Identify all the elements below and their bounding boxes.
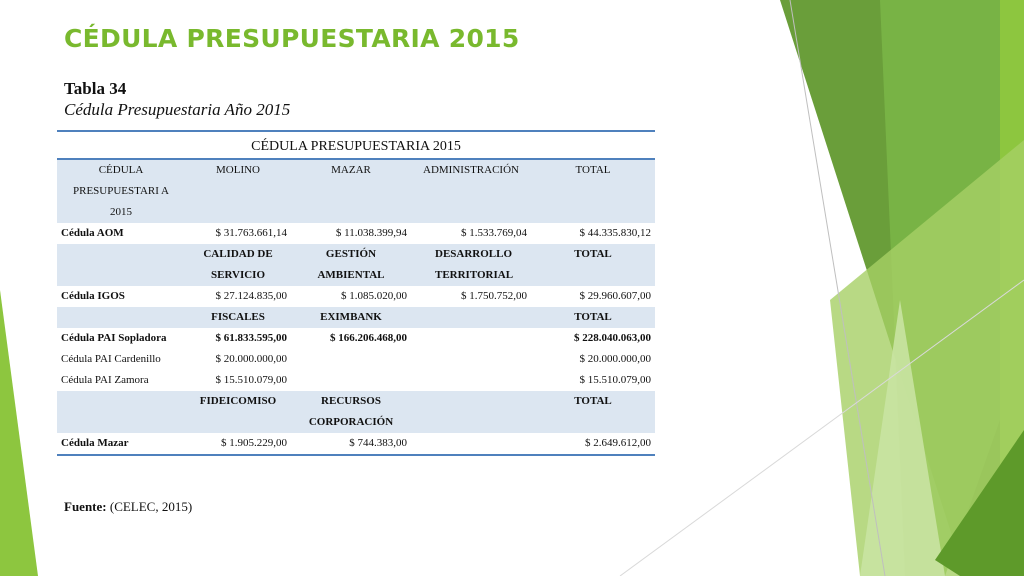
- table-cell: $ 1.085.020,00: [341, 290, 407, 302]
- row-label: Cédula PAI Cardenillo: [61, 353, 161, 365]
- header-cell: FIDEICOMISO: [185, 391, 291, 433]
- table-row: [57, 223, 655, 244]
- table-number: Tabla 34: [64, 79, 127, 98]
- table-cell: [411, 370, 531, 391]
- table-cell: $ 2.649.612,00: [531, 433, 655, 455]
- header-cell: [57, 391, 185, 433]
- table-cell: [411, 433, 531, 455]
- header-cell: ADMINISTRACIÓN: [411, 160, 531, 223]
- header-row: [57, 244, 655, 286]
- budget-table: [57, 130, 655, 456]
- table-row: [57, 286, 655, 307]
- row-label: Cédula IGOS: [61, 290, 125, 302]
- header-cell: TOTAL: [531, 160, 655, 223]
- table-cell: $ 15.510.079,00: [579, 374, 651, 386]
- header-cell: CÉDULA PRESUPUESTARI A 2015: [57, 160, 185, 223]
- table-cell: $ 1.750.752,00: [461, 290, 527, 302]
- table-cell: $ 1.533.769,04: [461, 227, 527, 239]
- row-label: Cédula Mazar: [57, 433, 185, 455]
- header-cell: GESTIÓN AMBIENTAL: [291, 244, 411, 286]
- table-cell: [291, 370, 411, 391]
- header-row: [57, 160, 655, 223]
- table-cell: $ 29.960.607,00: [579, 290, 651, 302]
- table-cell: $ 228.040.063,00: [574, 332, 651, 344]
- source-note: [64, 499, 192, 515]
- header-cell: [411, 391, 531, 433]
- header-cell: TOTAL: [531, 391, 655, 433]
- header-cell: DESARROLLO TERRITORIAL: [411, 244, 531, 286]
- header-cell: [411, 307, 531, 328]
- slide-title: CÉDULA PRESUPUESTARIA 2015: [64, 24, 520, 53]
- table-cell: [411, 349, 531, 370]
- table-cell: $ 744.383,00: [291, 433, 411, 455]
- table-cell: $ 31.763.661,14: [215, 227, 287, 239]
- table-cell: $ 27.124.835,00: [215, 290, 287, 302]
- table-row: [57, 433, 655, 455]
- table-subtitle: Cédula Presupuestaria Año 2015: [64, 100, 291, 119]
- header-cell: EXIMBANK: [291, 307, 411, 328]
- header-cell: CALIDAD DE SERVICIO: [185, 244, 291, 286]
- row-label: Cédula PAI Sopladora: [61, 332, 167, 344]
- header-cell: TOTAL: [531, 244, 655, 286]
- header-row: [57, 391, 655, 433]
- table-row: [57, 328, 655, 349]
- table-cell: $ 20.000.000,00: [579, 353, 651, 365]
- table-cell: [411, 328, 531, 349]
- left-green-triangle: [0, 290, 38, 576]
- table-row: [57, 349, 655, 370]
- header-cell: MOLINO: [185, 160, 291, 223]
- table-cell: $ 166.206.468,00: [330, 332, 407, 344]
- source-text: (CELEC, 2015): [109, 499, 193, 514]
- table-cell: $ 15.510.079,00: [215, 374, 287, 386]
- table-cell: $ 1.905.229,00: [185, 433, 291, 455]
- row-label: Cédula AOM: [61, 227, 124, 239]
- table-cell: $ 11.038.399,94: [335, 227, 407, 239]
- header-cell: RECURSOS CORPORACIÓN: [291, 391, 411, 433]
- table-cell: $ 20.000.000,00: [215, 353, 287, 365]
- header-row: [57, 307, 655, 328]
- header-cell: MAZAR: [291, 160, 411, 223]
- header-cell: TOTAL: [531, 307, 655, 328]
- table-caption: CÉDULA PRESUPUESTARIA 2015: [57, 130, 655, 160]
- row-label: Cédula PAI Zamora: [61, 374, 149, 386]
- budget-grid: [57, 160, 655, 456]
- source-label: Fuente:: [64, 499, 107, 514]
- table-cell: $ 44.335.830,12: [579, 227, 651, 239]
- table-cell: [291, 349, 411, 370]
- header-cell: [57, 307, 185, 328]
- table-cell: $ 61.833.595,00: [215, 332, 287, 344]
- header-cell: FISCALES: [185, 307, 291, 328]
- table-row: [57, 370, 655, 391]
- header-cell: [57, 244, 185, 286]
